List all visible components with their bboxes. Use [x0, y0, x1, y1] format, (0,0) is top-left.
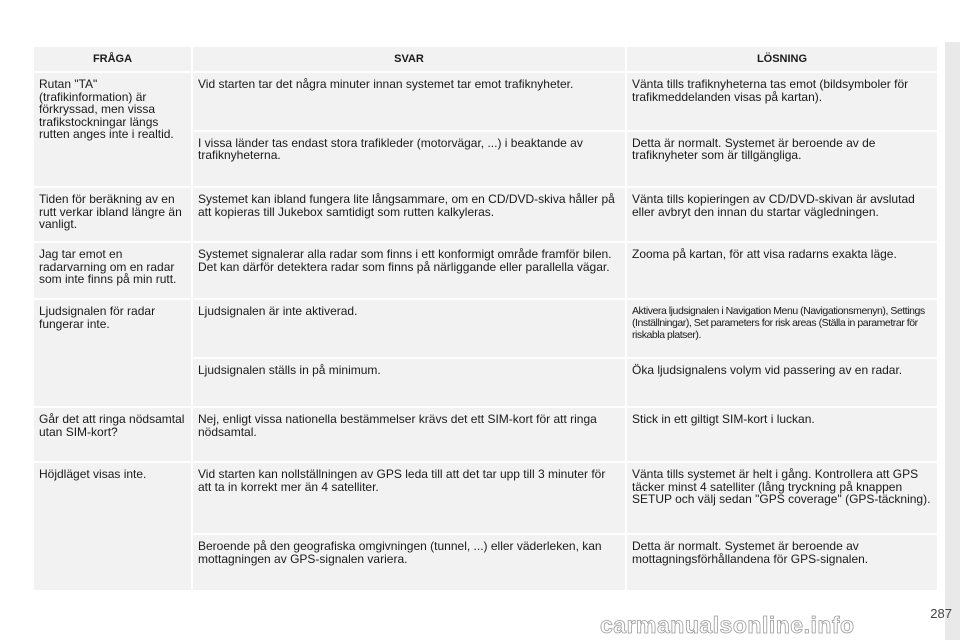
- answer-cell: Systemet kan ibland fungera lite långsammare, om en CD/DVD-skiva håller på att kopieras till Jukebox samtidigt som rutten kalkyleras.: [193, 188, 625, 241]
- page-edge-bar: [945, 42, 960, 640]
- header-answer: SVAR: [193, 47, 625, 71]
- header-question: FRÅGA: [34, 47, 191, 71]
- table-row: [34, 300, 937, 357]
- question-cell: Går det att ringa nödsamtal utan SIM-kort?: [34, 408, 191, 461]
- answer-cell: Vid starten tar det några minuter innan systemet tar emot trafiknyheter.: [193, 73, 625, 130]
- table-row: [34, 188, 937, 241]
- answer-cell: I vissa länder tas endast stora trafikleder (motorvägar, ...) i beaktande av trafiknyheterna.: [193, 132, 625, 187]
- question-cell: Ljudsignalen för radar fungerar inte.: [34, 300, 191, 406]
- solution-cell: Vänta tills systemet är helt i gång. Kontrollera att GPS täcker minst 4 satelliter (lång tryckning på knappen SETUP och välj sedan "GPS coverage" (GPS-täckning).: [627, 463, 937, 533]
- answer-cell: Ljudsignalen ställs in på minimum.: [193, 359, 625, 406]
- solution-cell: Detta är normalt. Systemet är beroende av de trafiknyheter som är tillgängliga.: [627, 132, 937, 187]
- solution-cell: Stick in ett giltigt SIM-kort i luckan.: [627, 408, 937, 461]
- solution-cell: Aktivera ljudsignalen i Navigation Menu (Navigationsmenyn), Settings (Inställningar), Set parameters for risk areas (Ställa in parametrar för riskabla platser).: [627, 300, 937, 357]
- solution-cell: Zooma på kartan, för att visa radarns exakta läge.: [627, 243, 937, 298]
- table-row: [34, 243, 937, 298]
- answer-cell: Ljudsignalen är inte aktiverad.: [193, 300, 625, 357]
- answer-cell: Beroende på den geografiska omgivningen (tunnel, ...) eller väderleken, kan mottagningen av GPS-signalen variera.: [193, 535, 625, 590]
- solution-cell: Detta är normalt. Systemet är beroende av mottagningsförhållandena för GPS-signalen.: [627, 535, 937, 590]
- table-row: [34, 408, 937, 461]
- table-row: [34, 73, 937, 130]
- answer-cell: Nej, enligt vissa nationella bestämmelser krävs det ett SIM-kort för att ringa nödsamtal.: [193, 408, 625, 461]
- question-cell: Tiden för beräkning av en rutt verkar ibland längre än vanligt.: [34, 188, 191, 241]
- header-row: [34, 47, 937, 71]
- answer-cell: Vid starten kan nollställningen av GPS leda till att det tar upp till 3 minuter för att ta in korrekt mer än 4 satelliter.: [193, 463, 625, 533]
- table-row: [34, 463, 937, 533]
- question-cell: Höjdläget visas inte.: [34, 463, 191, 590]
- answer-cell: Systemet signalerar alla radar som finns i ett konformigt område framför bilen. Det kan därför detektera radar som finns på närliggande eller parallella vägar.: [193, 243, 625, 298]
- question-cell: Rutan "TA" (trafikinformation) är förkryssad, men vissa trafikstockningar längs rutten anges inte i realtid.: [34, 73, 191, 186]
- header-solution: LÖSNING: [627, 47, 937, 71]
- question-cell: Jag tar emot en radarvarning om en radar som inte finns på min rutt.: [34, 243, 191, 298]
- page-number: 287: [930, 606, 952, 621]
- solution-cell: Öka ljudsignalens volym vid passering av en radar.: [627, 359, 937, 406]
- solution-cell: Vänta tills trafiknyheterna tas emot (bildsymboler för trafikmeddelanden visas på kartan).: [627, 73, 937, 130]
- solution-cell: Vänta tills kopieringen av CD/DVD-skivan är avslutad eller avbryt den innan du startar vägledningen.: [627, 188, 937, 241]
- watermark: carmanualsonline.info: [600, 612, 855, 638]
- faq-table: [32, 45, 939, 592]
